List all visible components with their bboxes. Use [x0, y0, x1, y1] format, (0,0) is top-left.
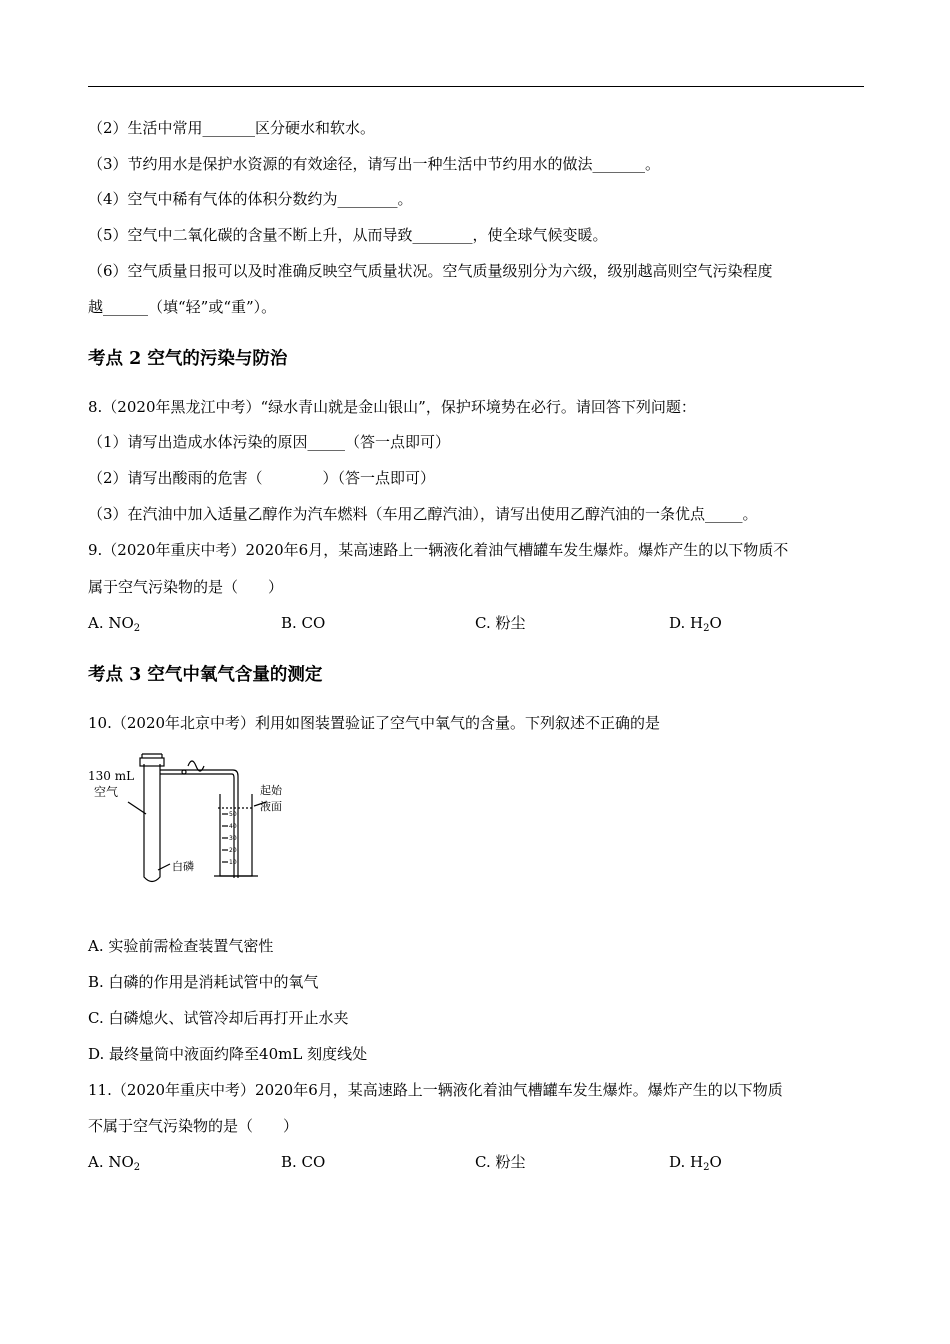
- question-11-option-c[interactable]: C. 粉尘: [475, 1153, 526, 1171]
- question-10-option-d[interactable]: D. 最终量筒中液面约降至40mL 刻度线处: [88, 1045, 368, 1063]
- question-10-option-b[interactable]: B. 白磷的作用是消耗试管中的氧气: [88, 973, 319, 991]
- question-9-stem-cont: 属于空气污染物的是（ ）: [88, 578, 284, 596]
- question-10-stem: 10.（2020年北京中考）利用如图装置验证了空气中氧气的含量。下列叙述不正确的是: [88, 714, 661, 732]
- figure-label-volume: 130 mL: [88, 769, 135, 783]
- question-11-option-d[interactable]: D. $H_2O$: [669, 1153, 722, 1173]
- figure-label-phosphorus: 白磷: [172, 860, 194, 873]
- scale-tick-label: 40: [229, 823, 237, 830]
- scale-tick-label: 30: [229, 835, 237, 842]
- question-7-part-6: （6）空气质量日报可以及时准确反映空气质量状况。空气质量级别分为六级，级别越高则空气污染程度: [88, 262, 773, 280]
- question-7-part-3: （3）节约用水是保护水资源的有效途径，请写出一种生活中节约用水的做法_______。: [88, 155, 661, 173]
- question-8-part-3: （3）在汽油中加入适量乙醇作为汽车燃料（车用乙醇汽油），请写出使用乙醇汽油的一条优点_____。: [88, 505, 758, 523]
- question-8-part-1: （1）请写出造成水体污染的原因_____（答一点即可）: [88, 433, 451, 451]
- section-heading-2: 考点 2 空气的污染与防治: [88, 349, 288, 369]
- question-8-stem: 8.（2020年黑龙江中考）“绿水青山就是金山银山”，保护环境势在必行。请回答下列问题：: [88, 398, 696, 416]
- section-heading-3: 考点 3 空气中氧气含量的测定: [88, 665, 323, 685]
- header-rule: [88, 86, 864, 87]
- question-9-option-c[interactable]: C. 粉尘: [475, 614, 526, 632]
- question-7-part-2: （2）生活中常用_______区分硬水和软水。: [88, 119, 376, 137]
- question-10-option-c[interactable]: C. 白磷熄火、试管冷却后再打开止水夹: [88, 1009, 349, 1027]
- scale-tick-label: 50: [229, 811, 237, 818]
- question-7-part-5: （5）空气中二氧化碳的含量不断上升，从而导致________，使全球气候变暖。: [88, 226, 608, 244]
- question-9-option-b[interactable]: B. CO: [281, 614, 326, 632]
- question-11-option-b[interactable]: B. CO: [281, 1153, 326, 1171]
- question-11-stem: 11.（2020年重庆中考）2020年6月，某高速路上一辆液化着油气槽罐车发生爆炸。爆炸产生的以下物质: [88, 1081, 783, 1099]
- oxygen-measurement-apparatus-figure: [88, 752, 288, 892]
- question-8-part-2: （2）请写出酸雨的危害（ ）（答一点即可）: [88, 469, 436, 487]
- question-9-option-d[interactable]: D. $H_2O$: [669, 614, 722, 634]
- question-11-stem-cont: 不属于空气污染物的是（ ）: [88, 1117, 299, 1135]
- figure-label-start-2: 液面: [260, 800, 282, 813]
- figure-label-start-1: 起始: [260, 784, 282, 797]
- scale-tick-label: 10: [229, 859, 237, 866]
- test-tube: [144, 764, 160, 882]
- question-7-part-6-cont: 越______（填“轻”或“重”）。: [88, 298, 277, 316]
- question-11-option-a[interactable]: A. $NO_2$: [88, 1153, 141, 1173]
- question-7-part-4: （4）空气中稀有气体的体积分数约为________。: [88, 190, 413, 208]
- question-9-option-a[interactable]: A. $NO_2$: [88, 614, 141, 634]
- question-10-option-a[interactable]: A. 实验前需检查装置气密性: [88, 937, 274, 955]
- figure-label-air: 空气: [94, 785, 119, 799]
- question-9-stem: 9.（2020年重庆中考）2020年6月，某高速路上一辆液化着油气槽罐车发生爆炸。爆炸产生的以下物质不: [88, 541, 789, 559]
- scale-tick-label: 20: [229, 847, 237, 854]
